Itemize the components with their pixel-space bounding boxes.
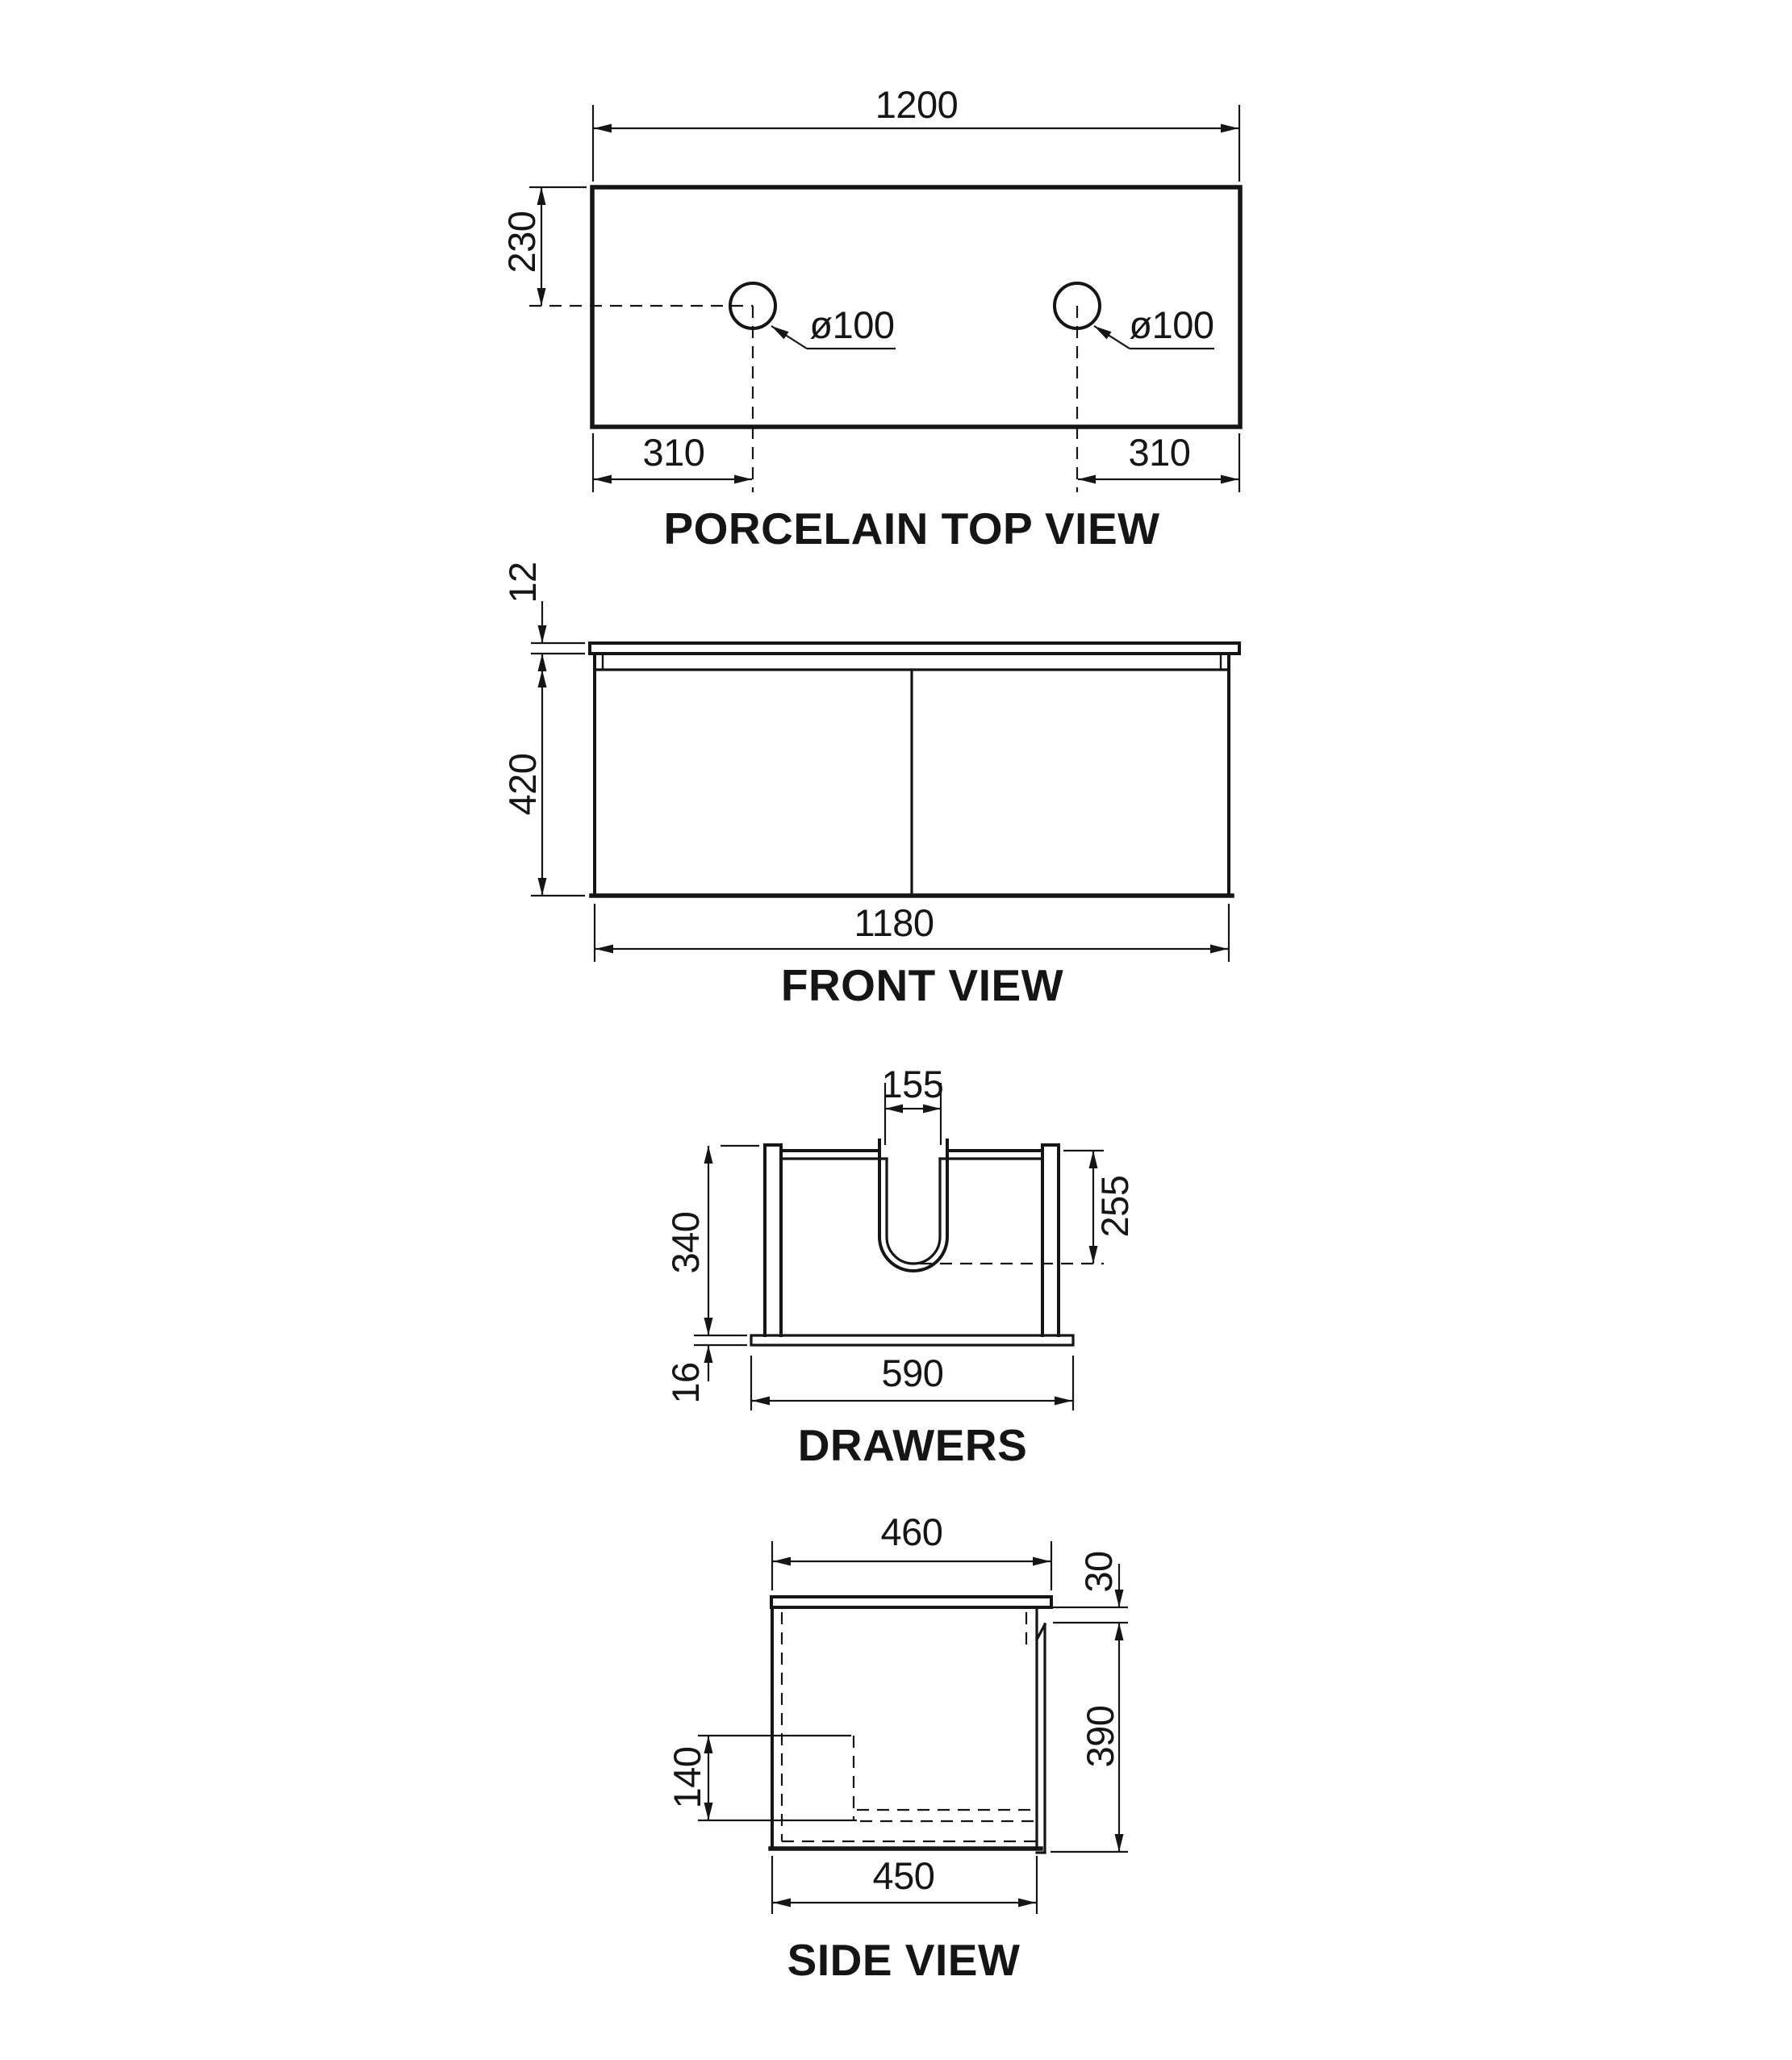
dim-top-thickness-label: 12: [501, 562, 544, 604]
drawer-base-plate: [751, 1335, 1073, 1345]
side-view: [666, 1511, 1128, 1985]
dim-cabinet-width-label: 1180: [854, 901, 934, 944]
dim-drawer-base-height-label: 140: [666, 1746, 708, 1809]
drawer-u-cutout-inner: [887, 1159, 940, 1264]
drawers-view: [664, 1063, 1136, 1470]
dim-top-depth-label: 460: [880, 1511, 943, 1553]
drawers-view-title: DRAWERS: [797, 1420, 1028, 1470]
dim-cabinet-height-label: 420: [501, 753, 544, 816]
dim-top-reveal-label: 30: [1077, 1551, 1120, 1593]
porcelain-top-view: [500, 83, 1240, 554]
dim-drawer-height-label: 340: [664, 1211, 707, 1274]
dim-drawer-width-label: 590: [881, 1352, 944, 1394]
front-view-top-slab: [590, 643, 1239, 654]
dim-left-hole-inset-label: 310: [642, 431, 705, 474]
dim-base-thickness-label: 16: [664, 1362, 707, 1404]
dim-hole-offset-label: 230: [500, 211, 543, 274]
dim-overall-width-label: 1200: [875, 83, 959, 126]
dim-right-hole-diameter-label: ø100: [1129, 303, 1214, 346]
dim-left-hole-diameter-label: ø100: [809, 303, 895, 346]
side-view-title: SIDE VIEW: [787, 1935, 1021, 1985]
dim-cutout-width-label: 155: [881, 1063, 944, 1105]
dim-cutout-depth-label: 255: [1093, 1175, 1136, 1238]
side-view-top-slab: [771, 1597, 1051, 1607]
front-view: [501, 562, 1239, 1010]
dim-right-hole-inset-label: 310: [1128, 431, 1191, 474]
front-view-title: FRONT VIEW: [780, 960, 1064, 1010]
drawer-u-cutout-outer: [879, 1151, 947, 1271]
dim-cabinet-depth-label: 450: [872, 1854, 935, 1897]
top-view-title: PORCELAIN TOP VIEW: [663, 504, 1160, 554]
dim-door-height-label: 390: [1079, 1705, 1122, 1768]
